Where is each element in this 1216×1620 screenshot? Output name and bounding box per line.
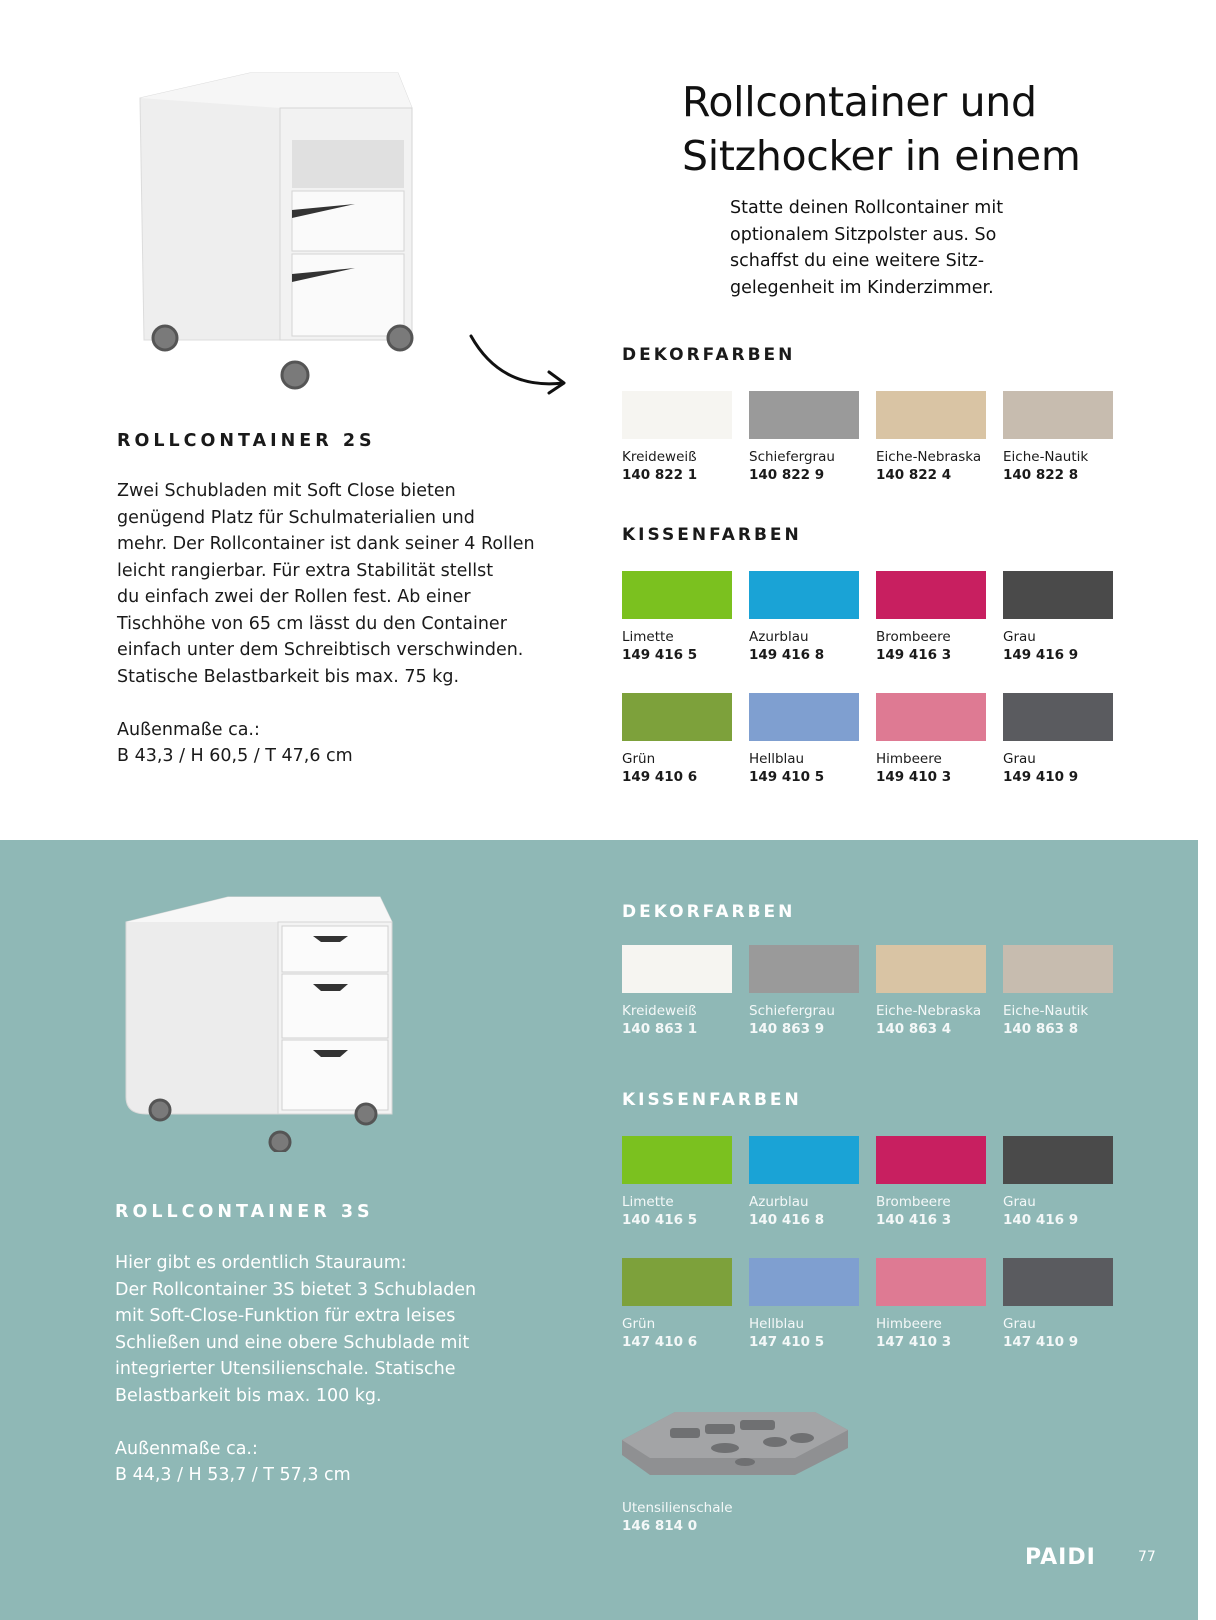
swatch <box>876 1136 986 1229</box>
swatch <box>1003 945 1113 1038</box>
kissen-label-2s: KISSENFARBEN <box>622 525 802 545</box>
desc-line: leicht rangierbar. Für extra Stabilität stellst <box>117 560 494 581</box>
swatch-code: 149 410 9 <box>1003 769 1079 785</box>
swatch-name: Eiche-Nebraska <box>876 1003 982 1019</box>
swatch-chip <box>749 1136 859 1184</box>
swatch-code: 140 416 9 <box>1003 1212 1079 1228</box>
swatch-name: Himbeere <box>876 751 942 767</box>
utensil-tray-label <box>622 1500 733 1535</box>
dims-label: Außenmaße ca.: <box>117 719 260 740</box>
swatch-code: 147 410 9 <box>1003 1334 1079 1350</box>
swatch-name: Brombeere <box>876 1194 951 1210</box>
swatch-code: 140 416 8 <box>749 1212 825 1228</box>
paidi-logo: PAIDI <box>1025 1545 1096 1570</box>
swatch-code: 140 822 4 <box>876 467 952 483</box>
swatch-name: Grau <box>1003 751 1036 767</box>
product-title-2s: ROLLCONTAINER 2S <box>117 431 376 451</box>
desc-line: Der Rollcontainer 3S bietet 3 Schubladen <box>115 1279 477 1300</box>
swatch-name: Eiche-Nautik <box>1003 1003 1089 1019</box>
swatch-chip <box>749 571 859 619</box>
swatch-name: Eiche-Nautik <box>1003 449 1089 465</box>
swatch-chip <box>749 693 859 741</box>
swatch <box>1003 1136 1113 1229</box>
swatch-name: Hellblau <box>749 1316 805 1332</box>
product-title-3s: ROLLCONTAINER 3S <box>115 1202 374 1222</box>
swatch-chip <box>622 693 732 741</box>
swatch <box>622 391 732 484</box>
swatch-chip <box>876 1258 986 1306</box>
product-desc-2s <box>117 478 547 796</box>
swatch-chip <box>749 1258 859 1306</box>
desc-line: Hier gibt es ordentlich Stauraum: <box>115 1253 407 1273</box>
swatch <box>1003 571 1113 664</box>
desc-line: integrierter Utensilienschale. Statische <box>115 1359 456 1379</box>
swatch-code: 140 863 9 <box>749 1021 825 1037</box>
swatch <box>876 945 986 1038</box>
swatch-code: 140 822 1 <box>622 467 698 483</box>
curved-arrow-icon <box>465 330 575 400</box>
swatch-name: Grau <box>1003 1194 1036 1210</box>
desc-line: Belastbarkeit bis max. 100 kg. <box>115 1385 382 1406</box>
swatch-name: Limette <box>622 1194 674 1210</box>
swatch-name: Azurblau <box>749 629 809 645</box>
desc-line: genügend Platz für Schulmaterialien und <box>117 507 475 528</box>
swatch-name: Kreideweiß <box>622 449 697 465</box>
swatch-chip <box>876 1136 986 1184</box>
intro-text <box>730 195 1060 301</box>
swatch <box>622 571 732 664</box>
swatch <box>749 391 859 484</box>
swatch-name: Hellblau <box>749 751 805 767</box>
swatch <box>876 1258 986 1351</box>
swatch-chip <box>622 571 732 619</box>
swatch <box>622 1258 732 1351</box>
swatch-chip <box>1003 693 1113 741</box>
swatch <box>749 1258 859 1351</box>
swatch-chip <box>1003 1258 1113 1306</box>
swatch-code: 149 410 5 <box>749 769 825 785</box>
swatch-code: 140 863 1 <box>622 1021 698 1037</box>
desc-line: mehr. Der Rollcontainer ist dank seiner 4 Rollen <box>117 534 535 554</box>
tray-code: 146 814 0 <box>622 1518 698 1534</box>
swatch <box>749 693 859 786</box>
swatch-name: Schiefergrau <box>749 449 835 465</box>
swatch-chip <box>876 571 986 619</box>
dims-value: B 44,3 / H 53,7 / T 57,3 cm <box>115 1465 351 1485</box>
intro-line-3: schaffst du eine weitere Sitz- <box>730 251 985 271</box>
dekor-label-2s: DEKORFARBEN <box>622 345 796 365</box>
swatch-chip <box>622 1258 732 1306</box>
bottom-section <box>0 840 1216 1620</box>
rollcontainer-2s-image <box>130 68 430 402</box>
page-number: 77 <box>1138 1549 1156 1565</box>
swatch <box>622 1136 732 1229</box>
swatch <box>749 1136 859 1229</box>
swatch-name: Grün <box>622 751 656 767</box>
swatch-code: 140 822 9 <box>749 467 825 483</box>
desc-line: Statische Belastbarkeit bis max. 75 kg. <box>117 666 460 687</box>
swatch-chip <box>622 391 732 439</box>
swatch <box>1003 391 1113 484</box>
swatch-name: Kreideweiß <box>622 1003 697 1019</box>
swatch-chip <box>622 1136 732 1184</box>
dims-value: B 43,3 / H 60,5 / T 47,6 cm <box>117 746 353 766</box>
swatch-code: 140 863 8 <box>1003 1021 1079 1037</box>
swatch-name: Brombeere <box>876 629 951 645</box>
swatch <box>876 693 986 786</box>
swatch-name: Grau <box>1003 629 1036 645</box>
swatch-code: 149 416 9 <box>1003 647 1079 663</box>
swatch <box>749 945 859 1038</box>
swatch-code: 149 410 6 <box>622 769 698 785</box>
swatch <box>749 571 859 664</box>
swatch-chip <box>1003 391 1113 439</box>
swatch-name: Eiche-Nebraska <box>876 449 982 465</box>
swatch-name: Limette <box>622 629 674 645</box>
swatch <box>1003 1258 1113 1351</box>
swatch-chip <box>1003 945 1113 993</box>
page-heading <box>682 75 1182 183</box>
swatch-code: 147 410 6 <box>622 1334 698 1350</box>
swatch-name: Azurblau <box>749 1194 809 1210</box>
swatch-name: Himbeere <box>876 1316 942 1332</box>
swatch-chip <box>876 391 986 439</box>
swatch-chip <box>749 945 859 993</box>
dims-label: Außenmaße ca.: <box>115 1438 258 1459</box>
swatch-code: 140 416 5 <box>622 1212 698 1228</box>
swatch-code: 140 416 3 <box>876 1212 952 1228</box>
desc-line: du einfach zwei der Rollen fest. Ab einer <box>117 587 471 607</box>
swatch <box>622 945 732 1038</box>
swatch-code: 149 416 8 <box>749 647 825 663</box>
swatch-code: 147 410 5 <box>749 1334 825 1350</box>
swatch-name: Grün <box>622 1316 656 1332</box>
swatch-chip <box>876 945 986 993</box>
desc-line: Schließen und eine obere Schublade mit <box>115 1332 470 1353</box>
rollcontainer-3s-image <box>118 892 398 1156</box>
swatch-chip <box>876 693 986 741</box>
swatch-code: 140 863 4 <box>876 1021 952 1037</box>
swatch-name: Grau <box>1003 1316 1036 1332</box>
intro-line-4: gelegenheit im Kinderzimmer. <box>730 277 994 298</box>
swatch <box>622 693 732 786</box>
product-desc-3s <box>115 1250 545 1515</box>
swatch-code: 149 416 5 <box>622 647 698 663</box>
intro-line-1: Statte deinen Rollcontainer mit <box>730 198 1004 218</box>
swatch-chip <box>1003 571 1113 619</box>
swatch-chip <box>622 945 732 993</box>
swatch-code: 147 410 3 <box>876 1334 952 1350</box>
desc-line: mit Soft-Close-Funktion für extra leises <box>115 1306 456 1326</box>
swatch-name: Schiefergrau <box>749 1003 835 1019</box>
swatch-code: 149 410 3 <box>876 769 952 785</box>
swatch <box>876 571 986 664</box>
dekor-label-3s: DEKORFARBEN <box>622 902 796 922</box>
swatch <box>1003 693 1113 786</box>
utensil-tray-image <box>620 1400 850 1484</box>
desc-line: Tischhöhe von 65 cm lässt du den Container <box>117 613 507 634</box>
heading-line-2: Sitzhocker in einem <box>682 132 1081 180</box>
swatch-code: 149 416 3 <box>876 647 952 663</box>
heading-line-1: Rollcontainer und <box>682 78 1037 126</box>
desc-line: einfach unter dem Schreibtisch verschwinden. <box>117 640 524 660</box>
tray-name: Utensilienschale <box>622 1500 733 1516</box>
intro-line-2: optionalem Sitzpolster aus. So <box>730 224 997 245</box>
swatch-code: 140 822 8 <box>1003 467 1079 483</box>
kissen-label-3s: KISSENFARBEN <box>622 1090 802 1110</box>
swatch-chip <box>749 391 859 439</box>
swatch <box>876 391 986 484</box>
desc-line: Zwei Schubladen mit Soft Close bieten <box>117 481 456 501</box>
swatch-chip <box>1003 1136 1113 1184</box>
